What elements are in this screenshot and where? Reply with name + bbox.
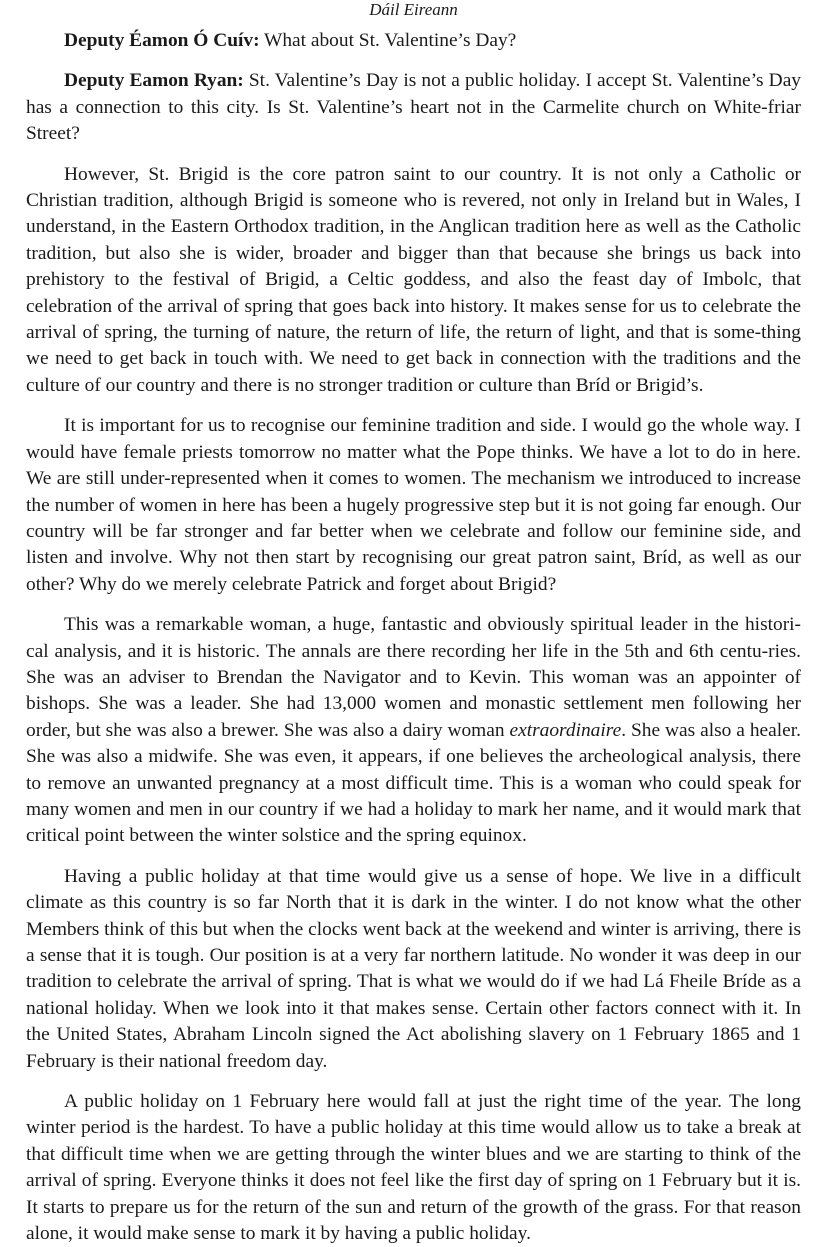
paragraph-text: It is important for us to recognise our feminine tradition and side. I would go the whole way. I would have female priests tomorrow no matter what the Pope thinks. We have a lot to do in here. We are still under-represented when it comes to women. The mechanism we introduced to increase the number of women in here has been a hugely progressive step but it is not going far enough. Our country will be far stronger and far better when we celebrate and follow our feminine side, and listen and involve. Why not then start by recognising our great patron saint, Bríd, as well as our other? Why do we merely celebrate Patrick and forget about Brigid?	[26, 415, 801, 595]
paragraph-text: This was a remarkable woman, a huge, fantastic and obviously spiritual leader in the histori-cal analysis, and it is historic. The annals are there recording her life in the 5th and 6th centu-ries. She was an adviser to Brendan the Navigator and to Kevin. This woman was an appointer of bishops. She was a leader. She had 13,000 women and monastic settlement men following her order, but she was also a brewer. She was also a dairy woman	[26, 614, 801, 741]
paragraph-text: However, St. Brigid is the core patron saint to our country. It is not only a Catholic or Christian tradition, although Brigid is someone who is revered, not only in Ireland but in Wales, I understand, in the Eastern Orthodox tradition, in the Anglican tradition here as well as the Catholic tradition, but also she is wider, broader and bigger than that because she brings us back into prehistory to the festival of Brigid, a Celtic goddess, and also the feast day of Imbolc, that celebration of the arrival of spring that goes back into history. It makes sense for us to celebrate the arrival of spring, the turning of nature, the return of life, the return of light, and that is some-thing we need to get back in touch with. We need to get back in connection with the traditions and the culture of our country and there is no stronger tradition or culture than Bríd or Brigid’s.	[26, 163, 801, 396]
running-head: Dáil Eireann	[369, 0, 458, 19]
speaker-name: Deputy Éamon Ó Cuív:	[64, 30, 260, 51]
paragraph-st-brigid	[26, 162, 801, 400]
paragraph-text: . She was also a healer. She was also a midwife. She was even, it appears, if one believes the archeological analysis, there to remove an unwanted pregnancy at a most difficult time. This is a woman who could speak for many women and men in our country if we had a holiday to mark her name, and it would mark that critical point between the winter solstice and the spring equinox.	[26, 719, 801, 847]
italic-term: extraordinaire	[509, 719, 622, 741]
paragraph-text: Having a public holiday at that time would give us a sense of hope. We live in a difficult climate as this country is so far North that it is dark in the winter. I do not know what the other Members think of this but when the clocks went back at the weekend and winter is arriving, there is a sense that it is tough. Our position is at a very far northern latitude. No wonder it was deep in our tradition to celebrate the arrival of spring. That is what we would do if we had Lá Fheile Bríde as a national holiday. When we look into it that makes sense. Certain other factors connect with it. In the United States, Abraham Lincoln signed the Act abolishing slavery on 1 February 1865 and 1 February is their national freedom day.	[26, 865, 801, 1072]
paragraph-sense-of-hope	[26, 864, 801, 1075]
speaker-name: Deputy Eamon Ryan:	[64, 70, 244, 92]
paragraph-text: What about St. Valentine’s Day?	[259, 30, 517, 51]
paragraph-1-february	[26, 1089, 801, 1247]
paragraph-speaker-ryan	[26, 68, 801, 147]
paragraph-text: St. Valentine’s Day is not a public holiday. I accept St. Valentine’s Day has a connection to this city. Is St. Valentine’s heart not in the Carmelite church on White-friar Street?	[26, 70, 801, 145]
paragraph-feminine-tradition	[26, 413, 801, 598]
paragraph-text: A public holiday on 1 February here would fall at just the right time of the year. The long winter period is the hardest. To have a public holiday at this time would allow us to take a break at that difficult time when we are getting through the winter blues and we are starting to think of the arrival of spring. Everyone thinks it does not feel like the first day of spring on 1 February but it is. It starts to prepare us for the return of the sun and return of the growth of the grass. For that reason alone, it would make sense to mark it by having a public holiday.	[26, 1091, 801, 1245]
paragraph-remarkable-woman	[26, 612, 801, 850]
paragraph-speaker-o-cuiv	[26, 28, 801, 54]
